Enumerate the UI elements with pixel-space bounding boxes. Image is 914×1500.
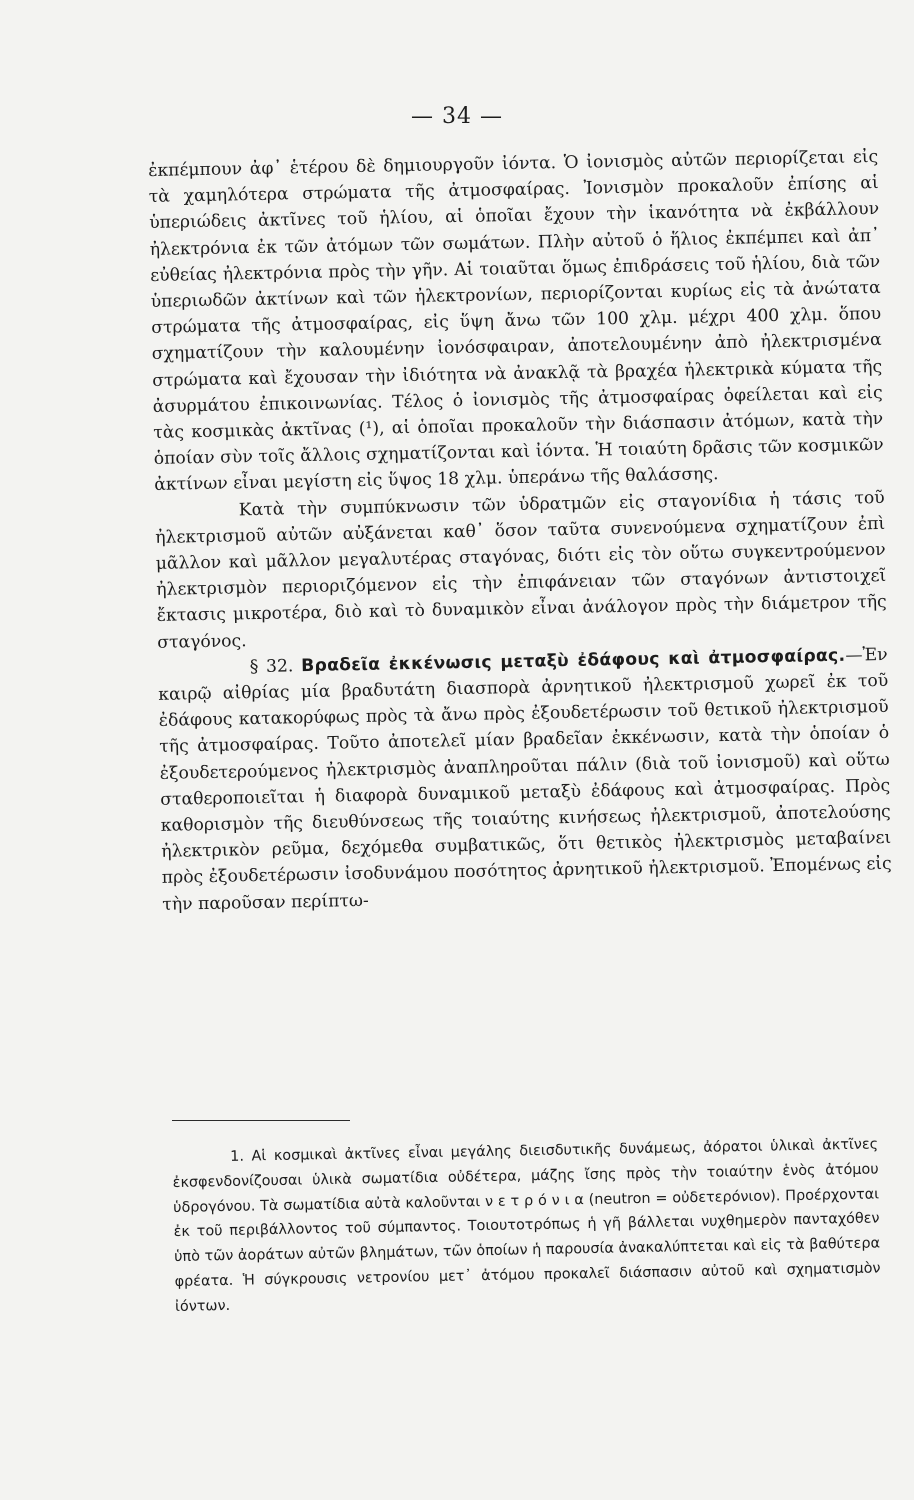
footnote-divider [172, 1120, 350, 1121]
paragraph-condensation: Κατὰ τὴν συμπύκνωσιν τῶν ὑδρατμῶν εἰς σταγονίδια ἡ τάσις τοῦ ἠλεκτρισμοῦ αὐτῶν αὐξάνεται καθ᾽ ὅσον ταῦτα συνενούμενα σχηματίζουν ἐπὶ μᾶλλον καὶ μᾶλλον μεγαλυτέρας σταγόνας, διότι εἰς τὸν οὕτω συγκεντρούμενον ἠλεκτρισμὸν περιοριζόμενον εἰς τὴν ἐπιφάνειαν τῶν σταγόνων ἀντιστοιχεῖ ἔκτασις μικροτέρα, διὸ καὶ τὸ δυναμικὸν εἶναι ἀνάλογον πρὸς τὴν διάμετρον τῆς σταγόνος. [155, 487, 887, 653]
footnote [172, 1132, 881, 1319]
section-number: § 32. [249, 656, 294, 677]
section-text: —Ἐν καιρῷ αἰθρίας μία βραδυτάτη διασπορὰ ἀρνητικοῦ ἠλεκτρισμοῦ χωρεῖ ἐκ τοῦ ἐδάφους κατακορύφως πρὸς τὰ ἄνω πρὸς ἐξουδετέρωσιν τοῦ θετικοῦ ἠλεκτρισμοῦ τῆς ἀτμοσφαίρας. Τοῦτο ἀποτελεῖ μίαν βραδεῖαν ἐκκένωσιν, κατὰ τὴν ὁποίαν ὁ ἐξουδετερούμενος ἠλεκτρισμὸς ἀναπληροῦται πάλιν (διὰ τοῦ ἰονισμοῦ) καὶ οὕτω σταθεροποιεῖται ἡ διαφορὰ δυναμικοῦ μεταξὺ ἐδάφους καὶ ἀτμοσφαίρας. Πρὸς καθορισμὸν τῆς διευθύνσεως τῆς τοιαύτης κινήσεως ἠλεκτρισμοῦ, ἀποτελούσης ἠλεκτρικὸν ρεῦμα, δεχόμεθα συμβατικῶς, ὅτι θετικὸς ἠλεκτρισμὸς μεταβαίνει πρὸς ἐξουδετέρωσιν ἰσοδυνάμου ποσότητος ἀρνητικοῦ ἠλεκτρισμοῦ. Ἐπομένως εἰς τὴν παροῦσαν περίπτω- [158, 644, 892, 915]
main-text [148, 144, 892, 918]
section-heading: Βραδεῖα ἐκκένωσις μεταξὺ ἐδάφους καὶ ἀτμοσφαίρας. [300, 645, 846, 677]
footnote-text: 1. Αἱ κοσμικαὶ ἀκτῖνες εἶναι μεγάλης διεισδυτικῆς δυνάμεως, ἀόρατοι ὑλικαὶ ἀκτῖνες ἐκσφενδονίζουσαι ὑλικὰ σωματίδια οὐδέτερα, μάζης ἴσης πρὸς τὴν τοιαύτην ἑνὸς ἀτόμου ὑδρογόνου. Τὰ σωματίδια αὐτὰ καλοῦνται ν ε τ ρ ό ν ι α (neutron = οὐδετερόνιον). Προέρχονται ἐκ τοῦ περιβάλλοντος τοῦ σύμπαντος. Τοιουτοτρόπως ἡ γῆ βάλλεται νυχθημερὸν πανταχόθεν ὑπὸ τῶν ἀοράτων αὐτῶν βλημάτων, τῶν ὁποίων ἡ παρουσία ἀνακαλύπτεται καὶ εἰς τὰ βαθύτερα φρέατα. Ἡ σύγκρουσις νετρονίου μετ᾽ ἀτόμου προκαλεῖ διάσπασιν αὐτοῦ καὶ σχηματισμὸν ἰόντων. [172, 1136, 881, 1315]
section-32 [158, 642, 893, 918]
page-number: — 34 — [411, 104, 503, 129]
paragraph-ionization: ἐκπέμπουν ἀφ᾽ ἑτέρου δὲ δημιουργοῦν ἰόντα. Ὁ ἰονισμὸς αὐτῶν περιορίζεται εἰς τὰ χαμηλότερα στρώματα τῆς ἀτμοσφαίρας. Ἰονισμὸν προκαλοῦν ἐπίσης αἱ ὑπεριώδεις ἀκτῖνες τοῦ ἡλίου, αἱ ὁποῖαι ἔχουν τὴν ἱκανότητα νὰ ἐκβάλλουν ἠλεκτρόνια ἐκ τῶν ἀτόμων τῶν σωμάτων. Πλὴν αὐτοῦ ὁ ἥλιος ἐκπέμπει καὶ ἀπ᾽ εὐθείας ἠλεκτρόνια πρὸς τὴν γῆν. Αἱ τοιαῦται ὅμως ἐπιδράσεις τοῦ ἡλίου, διὰ τῶν ὑπεριωδῶν ἀκτίνων καὶ τῶν ἠλεκτρονίων, περιορίζονται κυρίως εἰς τὰ ἀνώτατα στρώματα τῆς ἀτμοσφαίρας, εἰς ὕψη ἄνω τῶν 100 χλμ. μέχρι 400 χλμ. ὅπου σχηματίζουν τὴν καλουμένην ἰονόσφαιραν, ἀποτελουμένην ἀπὸ ἠλεκτρισμένα στρώματα καὶ ἔχουσαν τὴν ἰδιότητα νὰ ἀνακλᾷ τὰ βραχέα ἠλεκτρικὰ κύματα τῆς ἀσυρμάτου ἐπικοινωνίας. Τέλος ὁ ἰονισμὸς τῆς ἀτμοσφαίρας ὀφείλεται καὶ εἰς τὰς κοσμικὰς ἀκτῖνας (¹), αἱ ὁποῖαι προκαλοῦν τὴν διάσπασιν ἀτόμων, κατὰ τὴν ὁποίαν σὺν τοῖς ἄλλοις σχηματίζονται καὶ ἰόντα. Ἡ τοιαύτη δρᾶσις τῶν κοσμικῶν ἀκτίνων εἶναι μεγίστη εἰς ὕψος 18 χλμ. ὑπεράνω τῆς θαλάσσης. [148, 146, 884, 496]
